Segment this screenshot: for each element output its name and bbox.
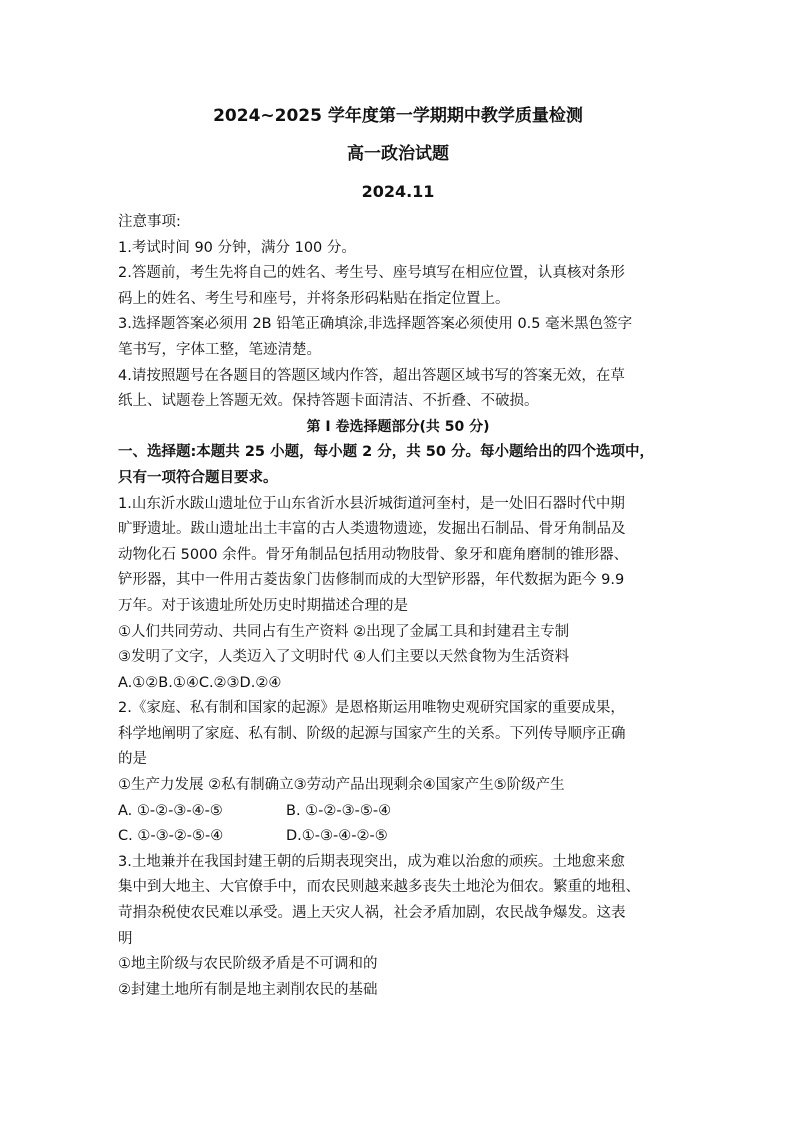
subject-title: 高一政治试题 [347, 144, 449, 164]
question-choice-line: ②封建土地所有制是地主剥削农民的基础 [118, 981, 378, 998]
answer-option: B. ①-②-③-⑤-④ [286, 802, 392, 819]
exam-title: 2024~2025 学年度第一学期期中教学质量检测 [213, 106, 583, 126]
exam-page [118, 104, 678, 1003]
section-title: 第 I 卷选择题部分(共 50 分) [306, 418, 490, 435]
section-instruction: 只有一项符合题目要求。 [118, 469, 278, 486]
question-stem-line: 旷野遗址。跋山遗址出土丰富的古人类遗物遗迹，发掘出石制品、骨牙角制品及 [118, 521, 626, 538]
question-stem-line: 明 [118, 930, 133, 947]
notice-line: 1.考试时间 90 分钟，满分 100 分。 [118, 239, 356, 256]
notice-line: 笔书写，字体工整，笔迹清楚。 [118, 341, 321, 358]
question-3 [118, 850, 678, 1004]
question-stem-line: 动物化石 5000 余件。骨牙角制品包括用动物肢骨、象牙和鹿角磨制的锥形器、 [118, 546, 629, 563]
question-2 [118, 696, 678, 850]
notice-line: 码上的姓名、考生号和座号，并将条形码粘贴在指定位置上。 [118, 290, 510, 307]
question-stem-line: 的是 [118, 751, 147, 768]
notice-block [118, 210, 678, 415]
question-stem-line: 铲形器，其中一件用古菱齿象门齿修制而成的大型铲形器，年代数据为距今 9.9 [118, 572, 625, 589]
answer-option: C. ①-③-②-⑤-④ [118, 828, 224, 845]
question-stem-line: 1.山东沂水跋山遗址位于山东省沂水县沂城街道河奎村，是一处旧石器时代中期 [118, 495, 625, 512]
notice-line: 3.选择题答案必须用 2B 铅笔正确填涂,非选择题答案必须使用 0.5 毫米黑色签字 [118, 316, 633, 333]
question-answer-options: A.①②B.①④C.②③D.②④ [118, 674, 282, 691]
answer-options-row [118, 799, 678, 825]
question-stem-line: 集中到大地主、大官僚手中，而农民则越来越多丧失土地沦为佃农。繁重的地租、 [118, 879, 640, 896]
question-choice-line: ①地主阶级与农民阶级矛盾是不可调和的 [118, 956, 378, 973]
question-choice-line: ③发明了文字，人类迈入了文明时代 ④人们主要以天然食物为生活资料 [118, 649, 570, 666]
exam-date: 2024.11 [361, 182, 435, 201]
question-stem-line: 万年。对于该遗址所处历史时期描述合理的是 [118, 597, 408, 614]
question-1 [118, 492, 678, 697]
notice-heading: 注意事项: [118, 214, 181, 230]
answer-option: D.①-③-④-②-⑤ [286, 828, 388, 845]
question-stem-line: 科学地阐明了家庭、私有制、阶级的起源与国家产生的关系。下列传导顺序正确 [118, 725, 626, 742]
question-stem-line: 3.土地兼并在我国封建王朝的后期表现突出，成为难以治愈的顽疾。土地愈来愈 [118, 853, 625, 870]
notice-line: 2.答题前，考生先将自己的姓名、考生号、座号填写在相应位置，认真核对条形 [118, 265, 625, 282]
section-instruction: 一、选择题:本题共 25 小题，每小题 2 分，共 50 分。每小题给出的四个选项中， [118, 444, 655, 461]
question-choice-line: ①生产力发展 ②私有制确立③劳动产品出现剩余④国家产生⑤阶级产生 [118, 777, 565, 794]
notice-line: 4.请按照题号在各题目的答题区域内作答，超出答题区域书写的答案无效，在草 [118, 367, 625, 384]
question-choice-line: ①人们共同劳动、共同占有生产资料 ②出现了金属工具和封建君主专制 [118, 623, 570, 640]
answer-option: A. ①-②-③-④-⑤ [118, 802, 223, 819]
question-stem-line: 2.《家庭、私有制和国家的起源》是恩格斯运用唯物史观研究国家的重要成果， [118, 700, 625, 717]
answer-options-row [118, 824, 678, 850]
question-stem-line: 苛捐杂税使农民难以承受。遇上天灾人祸，社会矛盾加剧，农民战争爆发。这表 [118, 905, 626, 922]
notice-line: 纸上、试题卷上答题无效。保持答题卡面清洁、不折叠、不破损。 [118, 393, 539, 410]
